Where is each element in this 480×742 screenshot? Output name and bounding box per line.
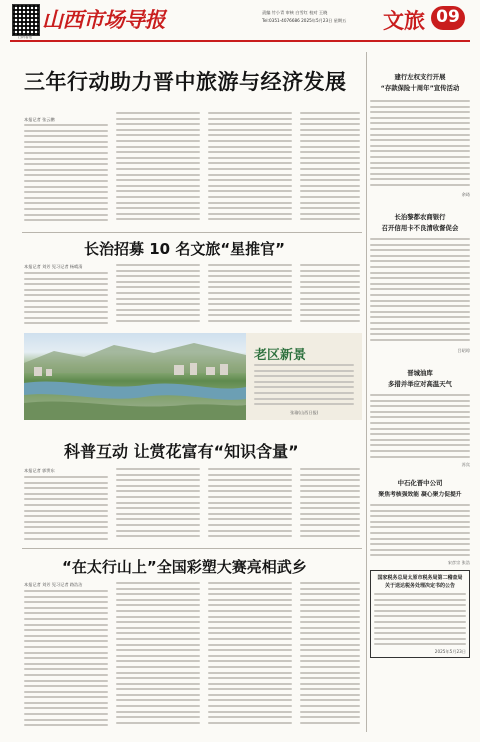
photo-landscape [24, 333, 246, 420]
divider [22, 548, 362, 549]
lead-body-col2 [116, 112, 200, 228]
header-line-2: Tel:0351-4076686 2025年5月23日 星期五 [262, 18, 347, 23]
story3-body-col1 [24, 476, 108, 544]
page-number: 09 [436, 7, 460, 27]
story3-headline: 科普互动 让赏花富有“知识含量” [64, 442, 299, 461]
story4-byline: 本报记者 刘芳 见习记者 路浩洁 [24, 582, 83, 587]
divider [22, 232, 362, 233]
story3-body-col3 [208, 468, 292, 544]
sidebar-item4-kicker: 中石化晋中公司 [397, 479, 443, 487]
sidebar-divider [366, 52, 367, 732]
section-label: 文旅 [383, 8, 425, 33]
sidebar-item2-body [370, 238, 470, 348]
masthead [0, 0, 480, 44]
sidebar [370, 52, 470, 732]
photo-credit: 张瑜(山西日报) [290, 410, 319, 415]
masthead-rule [10, 40, 470, 42]
sidebar-item1-author: 余琦 [461, 192, 470, 197]
story4-body-col3 [208, 582, 292, 732]
masthead-logo: 山西市场导报 [42, 7, 165, 32]
story3-byline: 本报记者 郭霁东 [24, 468, 55, 473]
qr-code[interactable] [12, 4, 40, 36]
sidebar-item3-title: 多措并举应对高温天气 [388, 380, 452, 388]
story2-body-col3 [208, 264, 292, 328]
sidebar-item3-body [370, 394, 470, 462]
notice-sub: 关于送达税务处理决定书的公告 [384, 583, 455, 589]
sidebar-item1-kicker: 建行左权支行开展 [394, 73, 446, 81]
lead-body-col3 [208, 112, 292, 228]
sidebar-item1-body [370, 100, 470, 192]
sidebar-item2-sub: 召开信用卡不良清收督促会 [381, 224, 459, 232]
story2-byline: 本报记者 刘芳 见习记者 杨晴清 [24, 264, 83, 269]
notice-body [374, 593, 466, 649]
notice-box [370, 570, 470, 658]
sidebar-item2-title: 长治黎都农商银行 [394, 213, 446, 221]
sidebar-item2-author: 吕昭琼 [457, 348, 470, 353]
qr-label: 扫码看报 [17, 35, 33, 39]
photo-scene [24, 333, 246, 420]
sidebar-item3-kicker: 晋城油库 [407, 369, 433, 377]
notice-title: 国家税务总局太原市税务局第二稽查局 [377, 575, 463, 581]
photo-title: 老区新景 [254, 348, 307, 363]
lead-headline: 三年行动助力晋中旅游与经济发展 [24, 70, 347, 94]
photo-caption [254, 364, 354, 406]
lead-body-col1 [24, 124, 108, 228]
sidebar-item3-author: 苏宾 [461, 462, 470, 467]
sidebar-item4-body [370, 504, 470, 560]
header-line-1: 责编 竹小青 审核 白雪红 校对 王晓 [262, 10, 328, 15]
story2-body-col1 [24, 272, 108, 328]
story3-body-col2 [116, 468, 200, 544]
sidebar-item4-title: 聚焦考核强效能 凝心聚力促提升 [378, 492, 462, 498]
story2-body-col2 [116, 264, 200, 328]
lead-body-col4 [300, 112, 360, 228]
story4-body-col2 [116, 582, 200, 732]
lead-byline: 本报记者 张云鹏 [24, 117, 55, 122]
story2-headline: 长治招募 10 名文旅“星推官” [84, 240, 286, 258]
story4-body-col1 [24, 590, 108, 732]
story3-body-col4 [300, 468, 360, 544]
sidebar-item4-author: 宋彦宗 张浩 [447, 560, 470, 565]
story2-body-col4 [300, 264, 360, 328]
sidebar-item1-title: “存款保险十周年”宣传活动 [380, 84, 460, 92]
story4-headline: “在太行山上”全国彩塑大赛亮相武乡 [62, 558, 307, 576]
notice-date: 2025年5月23日 [434, 649, 466, 654]
story4-body-col4 [300, 582, 360, 732]
